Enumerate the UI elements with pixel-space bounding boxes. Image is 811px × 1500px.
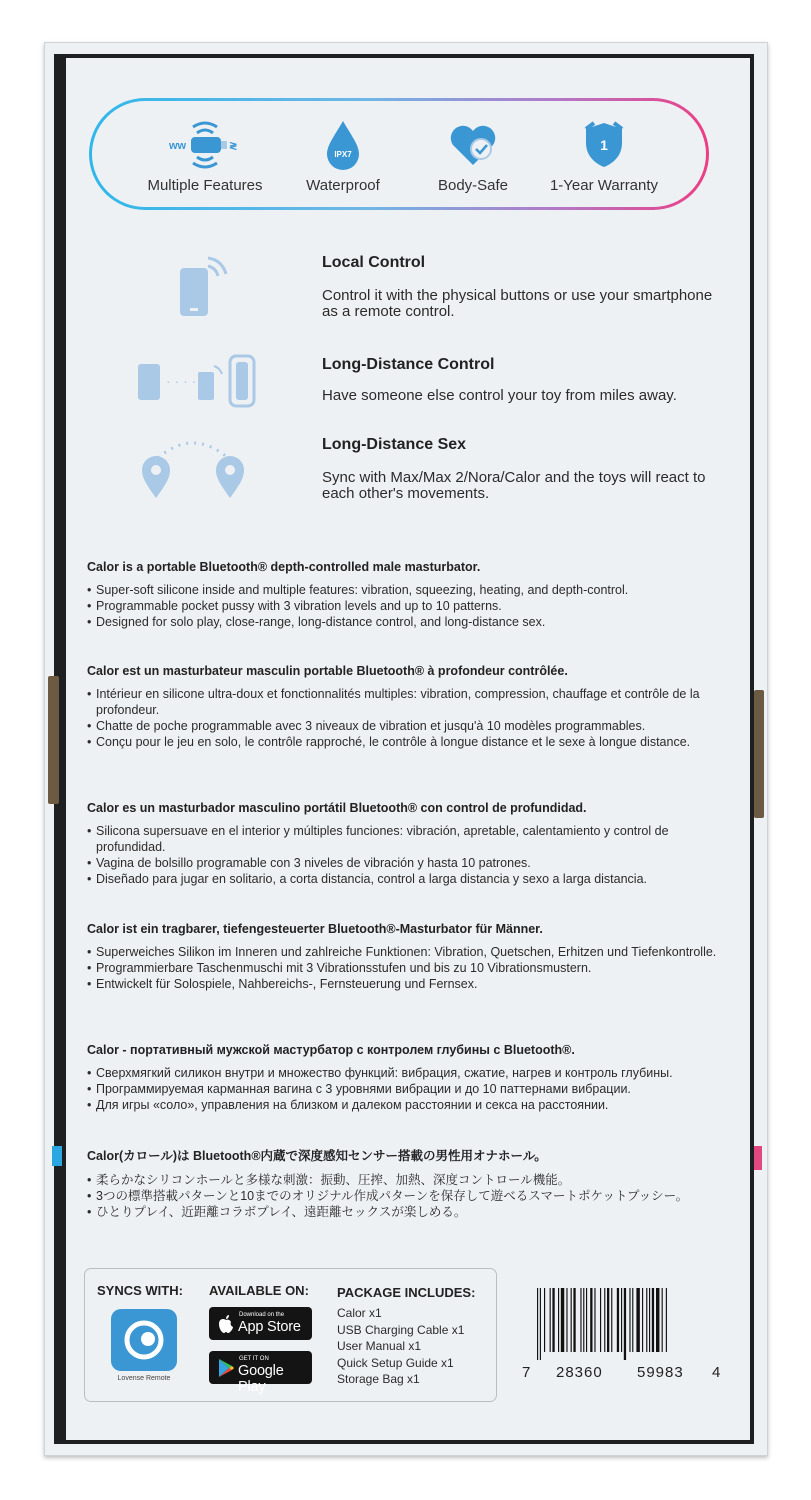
section-heading: Calor ist ein tragbarer, tiefengesteuerter Bluetooth®-Masturbator für Männer. (87, 922, 543, 936)
app-store-text: App Store (238, 1319, 301, 1335)
list-item: • Программируемая карманная вагина с 3 уровнями вибрации и до 10 паттернами вибрации. (87, 1081, 727, 1097)
features-banner (89, 98, 709, 210)
svg-text:1: 1 (600, 137, 608, 153)
list-item: • Superweiches Silikon im Inneren und zahlreiche Funktionen: Vibration, Quetschen, Erhitzen und Tiefenkontrolle. (87, 944, 727, 960)
app-store-badge[interactable] (209, 1307, 312, 1340)
description-ru (87, 1043, 727, 1113)
package-item: Storage Bag x1 (337, 1372, 420, 1386)
list-item: • Entwickelt für Solospiele, Nahbereichs-, Fernsteuerung und Fernsex. (87, 976, 727, 992)
list-item: • Designed for solo play, close-range, long-distance control, and long-distance sex. (87, 614, 727, 630)
description-ja (87, 1146, 727, 1220)
section-heading: Calor es un masturbador masculino portátil Bluetooth® con control de profundidad. (87, 801, 587, 815)
side-tab-right (754, 690, 764, 818)
control-title: Long-Distance Control (322, 356, 495, 373)
feature-body-safe (398, 119, 548, 194)
list-item: • ひとりプレイ、近距離コラボプレイ、遠距離セックスが楽しめる。 (87, 1204, 727, 1220)
list-item: • Programmierbare Taschenmuschi mit 3 Vibrationsstufen und bis zu 10 Vibrationsmustern. (87, 960, 727, 976)
package-item: Calor x1 (337, 1306, 382, 1320)
list-item: • Conçu pour le jeu en solo, le contrôle rapproché, le contrôle à longue distance et le sexe à longue distance. (87, 734, 727, 750)
feature-label: Body-Safe (437, 177, 509, 194)
barcode-digit-last: 4 (712, 1364, 722, 1381)
control-long-distance (322, 356, 722, 404)
barcode (537, 1288, 716, 1360)
list-item: • 3つの標準搭載パターンと10までのオリジナル作成パターンを保存して遊べるスマートポケットプッシー。 (87, 1188, 727, 1204)
list-item: • Diseñado para jugar en solitario, a corta distancia, control a larga distancia y sexo a larga distancia. (87, 871, 727, 887)
feature-label: Waterproof (306, 177, 380, 194)
package-list (337, 1305, 464, 1388)
description-en (87, 560, 727, 630)
google-play-icon (217, 1358, 235, 1378)
description-es (87, 801, 727, 887)
svg-text:≷: ≷ (229, 141, 238, 152)
control-text: Sync with Max/Max 2/Nora/Calor and the toys will react to each other's movements. (322, 469, 706, 502)
available-title: AVAILABLE ON: (209, 1283, 309, 1298)
accent-stripe-right (754, 1146, 762, 1170)
google-play-badge[interactable] (209, 1351, 312, 1395)
description-de (87, 922, 727, 992)
app-store-small-text: Download on the (239, 1312, 285, 1318)
feature-label: 1-Year Warranty (549, 177, 659, 194)
heart-shield-icon (398, 119, 548, 171)
phone-wifi-icon (174, 256, 230, 325)
list-item: • Сверхмягкий силикон внутри и множество функций: вибрация, сжатие, нагрев и контроль глубины. (87, 1065, 727, 1081)
list-item: • Для игры «соло», управления на близком и далеком расстоянии и секса на расстоянии. (87, 1097, 727, 1113)
google-play-text: Google Play (238, 1363, 284, 1395)
lovense-remote-app-icon (111, 1309, 177, 1371)
package-item: User Manual x1 (337, 1339, 422, 1353)
control-text: Have someone else control your toy from miles away. (322, 387, 677, 404)
section-heading: Calor is a portable Bluetooth® depth-controlled male masturbator. (87, 560, 481, 574)
phones-toy-icon (136, 350, 260, 415)
control-long-distance-sex (322, 436, 722, 502)
package-item: USB Charging Cable x1 (337, 1322, 465, 1337)
svg-text:ww: ww (169, 140, 187, 152)
description-fr (87, 664, 727, 750)
list-item: • Programmable pocket pussy with 3 vibration levels and up to 10 patterns. (87, 598, 727, 614)
control-title: Local Control (322, 254, 426, 271)
section-heading: Calor est un masturbateur masculin portable Bluetooth® à profondeur contrôlée. (87, 664, 568, 678)
app-name: Lovense Remote (117, 1375, 171, 1382)
package-title: PACKAGE INCLUDES: (337, 1285, 476, 1300)
water-drop-icon (268, 119, 418, 171)
accent-stripe-left (52, 1146, 62, 1166)
barcode-digits-left: 28360 (556, 1364, 603, 1381)
barcode-digits-right: 59983 (637, 1364, 684, 1381)
list-item: • 柔らかなシリコンホールと多様な刺激：振動、圧搾、加熱、深度コントロール機能。 (87, 1172, 727, 1188)
syncs-title: SYNCS WITH: (97, 1283, 183, 1298)
info-box (84, 1268, 497, 1402)
section-heading: Calor - портативный мужской мастурбатор с контролем глубины с Bluetooth®. (87, 1043, 575, 1057)
list-item: • Super-soft silicone inside and multiple features: vibration, squeezing, heating, and depth-control. (87, 582, 727, 598)
side-tab-left (48, 676, 59, 804)
toy-features-icon (130, 119, 280, 171)
list-item: • Silicona supersuave en el interior y múltiples funciones: vibración, apretable, calentamiento y control de profundidad. (87, 823, 727, 855)
control-local (322, 254, 722, 320)
barcode-digit-first: 7 (522, 1364, 532, 1381)
svg-text:· · · ·: · · · · (166, 373, 197, 389)
apple-icon (217, 1314, 235, 1334)
control-text: Control it with the physical buttons or use your smartphone as a remote control. (322, 287, 713, 320)
feature-warranty (529, 119, 679, 194)
list-item: • Chatte de poche programmable avec 3 niveaux de vibration et jusqu'à 10 modèles programmables. (87, 718, 727, 734)
svg-text:IPX7: IPX7 (334, 150, 352, 159)
feature-multiple (130, 119, 280, 194)
location-pins-icon (138, 436, 248, 507)
feature-label: Multiple Features (147, 177, 263, 194)
package-item: Quick Setup Guide x1 (337, 1355, 454, 1370)
control-title: Long-Distance Sex (322, 436, 467, 453)
feature-waterproof (268, 119, 418, 194)
list-item: • Intérieur en silicone ultra-doux et fonctionnalités multiples: vibration, compression, chauffage et contrôle de la profondeur. (87, 686, 727, 718)
google-play-small-text: GET IT ON (239, 1356, 269, 1362)
section-heading: Calor(カロール)は Bluetooth®内蔵で深度感知センサー搭載の男性用オナホール。 (87, 1149, 547, 1163)
list-item: • Vagina de bolsillo programable con 3 niveles de vibración y hasta 10 patrones. (87, 855, 727, 871)
shield-icon (529, 119, 679, 171)
